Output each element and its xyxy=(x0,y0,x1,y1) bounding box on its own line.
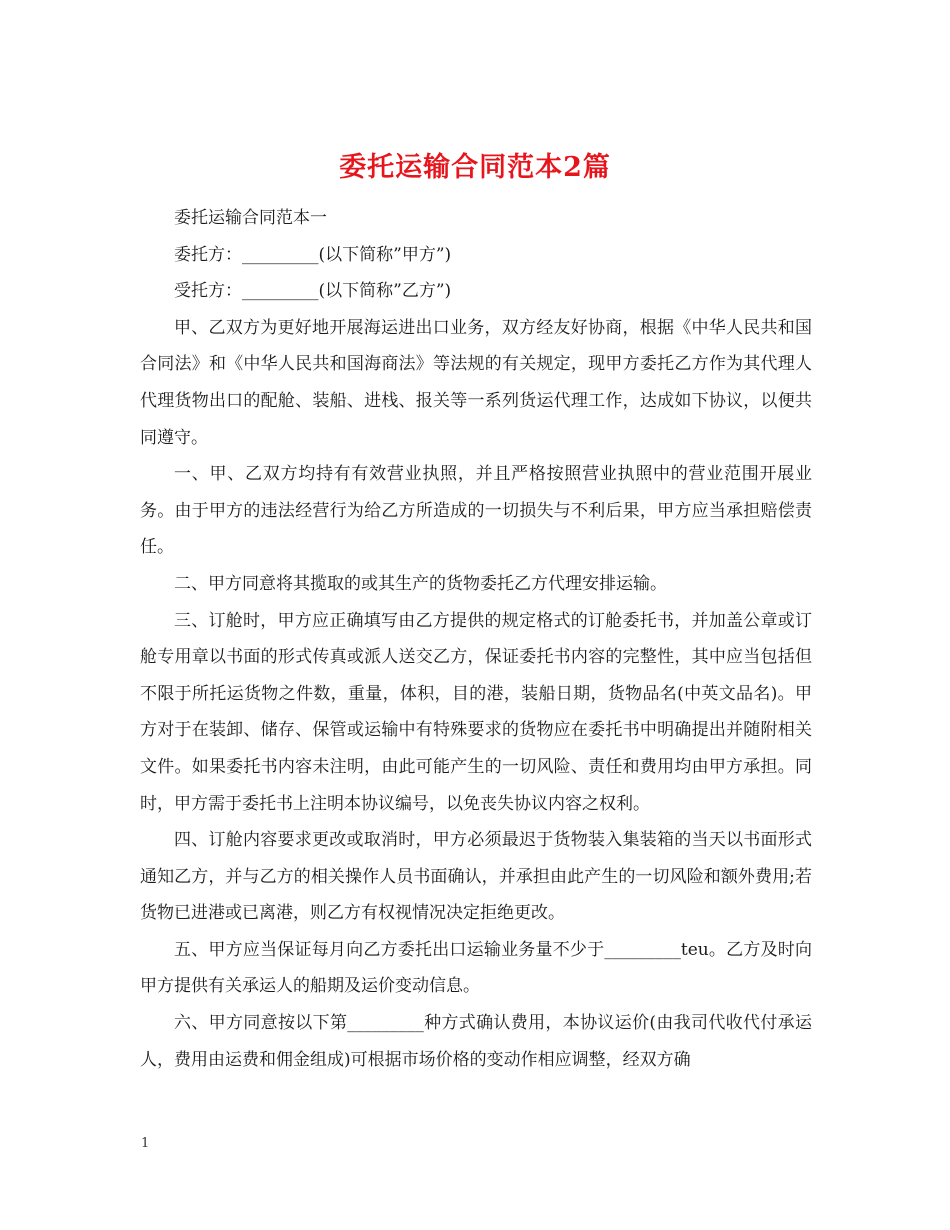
paragraph-agent: 受托方：_________(以下简称”乙方”) xyxy=(174,281,452,302)
paragraph-principal: 委托方：_________(以下简称”甲方”) xyxy=(174,244,452,265)
page-title: 委托运输合同范本2篇 xyxy=(339,152,611,184)
paragraph-preamble: 甲、乙双方为更好地开展海运进出口业务，双方经友好协商，根据《中华人民共和国合同法》和《中华人民共和国海商法》等法规的有关规定，现甲方委托乙方作为其代理人代理货物出口的配舱、装船、进栈、报关等一系列货运代理工作，达成如下协议，以便共同遵守。 xyxy=(140,317,812,448)
paragraph-clause-5: 五、甲方应当保证每月向乙方委托出口运输业务量不少于_________teu。乙方及时向甲方提供有关承运人的船期及运价变动信息。 xyxy=(140,939,812,997)
paragraph-subtitle: 委托运输合同范本一 xyxy=(174,208,327,228)
paragraph-clause-3: 三、订舱时，甲方应正确填写由乙方提供的规定格式的订舱委托书，并加盖公章或订舱专用章以书面的形式传真或派人送交乙方，保证委托书内容的完整性，其中应当包括但不限于所托运货物之件数，重量，体积，目的港，装船日期，货物品名(中英文品名)。甲方对于在装卸、储存、保管或运输中有特殊要求的货物应在委托书中明确提出并随附相关文件。如果委托书内容未注明，由此可能产生的一切风险、责任和费用均由甲方承担。同时，甲方需于委托书上注明本协议编号，以免丧失协议内容之权利。 xyxy=(140,610,812,814)
paragraph-clause-6: 六、甲方同意按以下第_________种方式确认费用，本协议运价(由我司代收代付承运人，费用由运费和佣金组成)可根据市场价格的变动作相应调整，经双方确 xyxy=(140,1013,812,1070)
paragraph-clause-2: 二、甲方同意将其揽取的或其生产的货物委托乙方代理安排运输。 xyxy=(174,573,667,594)
document-body xyxy=(140,200,812,1078)
paragraph-clause-1: 一、甲、乙双方均持有有效营业执照，并且严格按照营业执照中的营业范围开展业务。由于甲方的违法经营行为给乙方所造成的一切损失与不利后果，甲方应当承担赔偿责任。 xyxy=(140,464,812,558)
paragraph-clause-4: 四、订舱内容要求更改或取消时，甲方必须最迟于货物装入集装箱的当天以书面形式通知乙方，并与乙方的相关操作人员书面确认，并承担由此产生的一切风险和额外费用;若货物已进港或已离港，则乙方有权视情况决定拒绝更改。 xyxy=(140,830,812,924)
page-number: 1 xyxy=(141,1136,150,1151)
